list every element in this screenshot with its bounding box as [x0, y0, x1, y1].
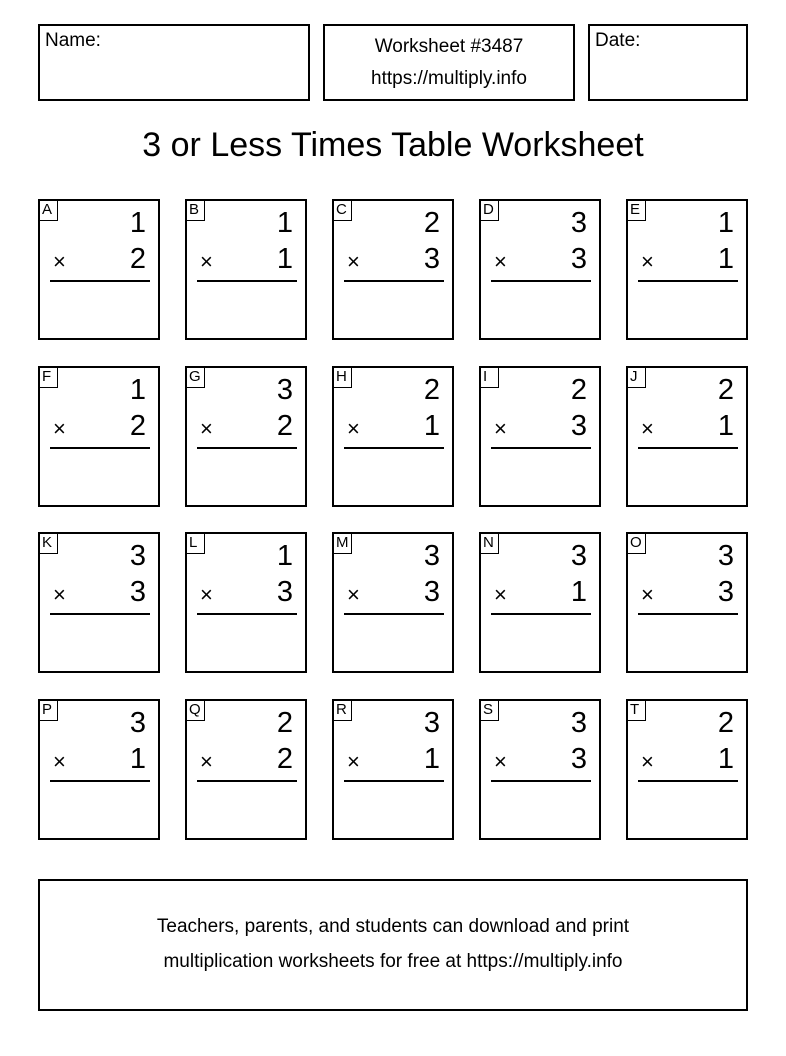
- answer-line: [50, 280, 150, 282]
- multiplicand: 3: [129, 540, 146, 572]
- problem-label: T: [626, 699, 646, 721]
- multiplicand: 2: [717, 374, 734, 406]
- answer-line: [50, 447, 150, 449]
- multiply-sign: ×: [347, 416, 360, 441]
- multiplier: 3: [717, 576, 734, 608]
- name-field-box: [38, 24, 310, 101]
- name-label: Name:: [45, 30, 101, 51]
- multiply-sign: ×: [641, 749, 654, 774]
- footer-line-2: multiplication worksheets for free at https://multiply.info: [163, 951, 623, 972]
- multiply-sign: ×: [641, 582, 654, 607]
- multiplicand: 2: [570, 374, 587, 406]
- website-link[interactable]: https://multiply.info: [371, 68, 527, 89]
- answer-line: [50, 613, 150, 615]
- answer-line: [344, 447, 444, 449]
- problem-card: [38, 532, 160, 673]
- multiply-sign: ×: [494, 416, 507, 441]
- multiplier: 1: [423, 743, 440, 775]
- answer-line: [491, 280, 591, 282]
- multiplier: 3: [129, 576, 146, 608]
- problem-card: [479, 532, 601, 673]
- multiply-sign: ×: [200, 582, 213, 607]
- multiplicand: 1: [717, 207, 734, 239]
- problem-card: [626, 199, 748, 340]
- multiply-sign: ×: [200, 416, 213, 441]
- multiplier: 3: [570, 743, 587, 775]
- multiply-sign: ×: [347, 749, 360, 774]
- answer-line: [491, 780, 591, 782]
- multiplier: 1: [570, 576, 587, 608]
- multiplicand: 3: [423, 707, 440, 739]
- multiplicand: 2: [717, 707, 734, 739]
- answer-line: [491, 613, 591, 615]
- multiplicand: 1: [129, 374, 146, 406]
- answer-line: [344, 613, 444, 615]
- problem-card: [38, 199, 160, 340]
- problem-card: [479, 199, 601, 340]
- problem-label: E: [626, 199, 646, 221]
- problem-label: B: [185, 199, 205, 221]
- problem-label: O: [626, 532, 646, 554]
- answer-line: [197, 447, 297, 449]
- answer-line: [491, 447, 591, 449]
- multiplicand: 3: [570, 540, 587, 572]
- problem-card: [332, 366, 454, 507]
- multiply-sign: ×: [641, 416, 654, 441]
- answer-line: [197, 613, 297, 615]
- multiply-sign: ×: [494, 582, 507, 607]
- answer-line: [638, 280, 738, 282]
- answer-line: [197, 780, 297, 782]
- multiply-sign: ×: [53, 749, 66, 774]
- problem-card: [38, 366, 160, 507]
- problem-card: [626, 699, 748, 840]
- multiplicand: 3: [129, 707, 146, 739]
- problem-card: [185, 532, 307, 673]
- multiply-sign: ×: [347, 249, 360, 274]
- multiplicand: 3: [570, 707, 587, 739]
- multiply-sign: ×: [200, 749, 213, 774]
- problem-card: [626, 532, 748, 673]
- answer-line: [638, 613, 738, 615]
- multiply-sign: ×: [200, 249, 213, 274]
- problem-label: H: [332, 366, 352, 388]
- date-field-box: [588, 24, 748, 101]
- multiplicand: 2: [423, 207, 440, 239]
- problem-label: L: [185, 532, 205, 554]
- multiplier: 1: [129, 743, 146, 775]
- multiplicand: 1: [276, 207, 293, 239]
- problem-card: [185, 366, 307, 507]
- multiplicand: 3: [423, 540, 440, 572]
- problem-label: I: [479, 366, 499, 388]
- multiplier: 1: [717, 743, 734, 775]
- footer-box: [38, 879, 748, 1011]
- problem-label: N: [479, 532, 499, 554]
- multiply-sign: ×: [347, 582, 360, 607]
- answer-line: [638, 447, 738, 449]
- multiplier: 1: [717, 243, 734, 275]
- answer-line: [344, 780, 444, 782]
- multiply-sign: ×: [494, 749, 507, 774]
- problem-label: A: [38, 199, 58, 221]
- problem-card: [38, 699, 160, 840]
- multiplier: 1: [717, 410, 734, 442]
- answer-line: [344, 280, 444, 282]
- problem-card: [332, 699, 454, 840]
- problem-label: S: [479, 699, 499, 721]
- footer-line-1: Teachers, parents, and students can download and print: [156, 916, 630, 937]
- multiplier: 2: [129, 243, 146, 275]
- problem-label: M: [332, 532, 352, 554]
- problem-label: J: [626, 366, 646, 388]
- multiplicand: 1: [129, 207, 146, 239]
- multiplier: 3: [423, 576, 440, 608]
- problem-label: P: [38, 699, 58, 721]
- multiplier: 2: [276, 743, 293, 775]
- multiply-sign: ×: [53, 249, 66, 274]
- problem-card: [332, 199, 454, 340]
- problem-card: [479, 366, 601, 507]
- worksheet-number: Worksheet #3487: [374, 36, 524, 57]
- answer-line: [50, 780, 150, 782]
- answer-line: [638, 780, 738, 782]
- multiplicand: 3: [570, 207, 587, 239]
- problem-label: F: [38, 366, 58, 388]
- multiplier: 3: [570, 243, 587, 275]
- multiply-sign: ×: [53, 582, 66, 607]
- problem-label: G: [185, 366, 205, 388]
- answer-line: [197, 280, 297, 282]
- problem-card: [185, 199, 307, 340]
- multiplicand: 1: [276, 540, 293, 572]
- multiplier: 1: [423, 410, 440, 442]
- multiply-sign: ×: [641, 249, 654, 274]
- date-label: Date:: [595, 30, 641, 51]
- page-title: 3 or Less Times Table Worksheet: [142, 126, 644, 164]
- multiplicand: 2: [276, 707, 293, 739]
- problem-label: Q: [185, 699, 205, 721]
- problem-card: [626, 366, 748, 507]
- multiplier: 2: [129, 410, 146, 442]
- multiplier: 3: [570, 410, 587, 442]
- problem-label: R: [332, 699, 352, 721]
- problem-label: D: [479, 199, 499, 221]
- problem-card: [185, 699, 307, 840]
- multiplier: 1: [276, 243, 293, 275]
- multiply-sign: ×: [494, 249, 507, 274]
- multiplier: 3: [276, 576, 293, 608]
- multiply-sign: ×: [53, 416, 66, 441]
- problem-card: [332, 532, 454, 673]
- problem-label: K: [38, 532, 58, 554]
- multiplicand: 3: [717, 540, 734, 572]
- problem-label: C: [332, 199, 352, 221]
- multiplier: 2: [276, 410, 293, 442]
- multiplicand: 3: [276, 374, 293, 406]
- multiplicand: 2: [423, 374, 440, 406]
- multiplier: 3: [423, 243, 440, 275]
- problem-card: [479, 699, 601, 840]
- worksheet-info-box: [323, 24, 575, 101]
